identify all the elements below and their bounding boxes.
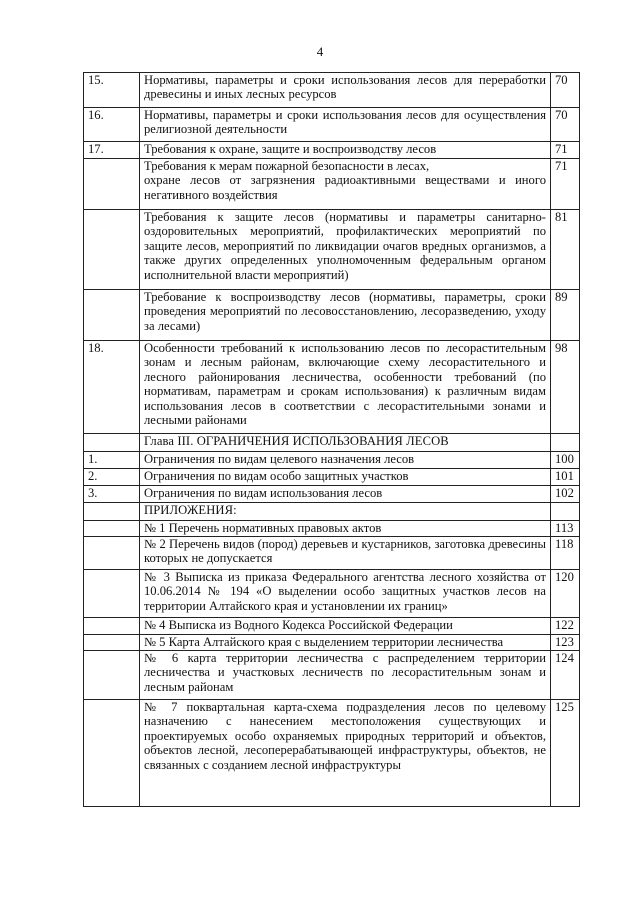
toc-row-number: 18. [84, 341, 140, 434]
toc-row-number: 15. [84, 73, 140, 108]
toc-row-page: 71 [551, 159, 580, 210]
toc-row-page: 123 [551, 635, 580, 651]
toc-row-title: Требование к воспроизводству лесов (нормативы, параметры, сроки проведения мероприятий по лесовосстановлению, лесоразведению, уходу за лесами) [140, 290, 551, 341]
toc-row [84, 651, 580, 700]
toc-row-number: 2. [84, 469, 140, 486]
toc-row [84, 700, 580, 807]
table-of-contents [83, 72, 580, 807]
toc-row [84, 635, 580, 651]
toc-row-number [84, 651, 140, 700]
toc-row-number [84, 503, 140, 521]
toc-row-number [84, 537, 140, 570]
toc-row [84, 73, 580, 108]
toc-row-page: 122 [551, 618, 580, 635]
toc-row-title: Требования к охране, защите и воспроизводству лесов [140, 142, 551, 159]
toc-row-page: 125 [551, 700, 580, 807]
toc-row [84, 618, 580, 635]
toc-row-title: Ограничения по видам особо защитных участков [140, 469, 551, 486]
toc-row [84, 210, 580, 290]
toc-row-title-line: Требования к мерам пожарной безопасности в лесах, [144, 159, 430, 173]
toc-row-page: 102 [551, 486, 580, 503]
toc-row [84, 142, 580, 159]
toc-row-page: 124 [551, 651, 580, 700]
toc-row-title: № 3 Выписка из приказа Федерального агентства лесного хозяйства от 10.06.2014 № 194 «О выделении особо защитных участков лесов на территории Алтайского края и установлении их границ» [140, 570, 551, 618]
toc-row-title: Нормативы, параметры и сроки использования лесов для осуществления религиозной деятельности [140, 108, 551, 142]
toc-row-title: № 5 Карта Алтайского края с выделением территории лесничества [140, 635, 551, 651]
toc-row [84, 537, 580, 570]
toc-row-title: № 4 Выписка из Водного Кодекса Российской Федерации [140, 618, 551, 635]
toc-row-page: 118 [551, 537, 580, 570]
toc-row [84, 469, 580, 486]
toc-row-page [551, 503, 580, 521]
toc-row-title: № 2 Перечень видов (пород) деревьев и кустарников, заготовка древесины которых не допускается [140, 537, 551, 570]
toc-row-page: 81 [551, 210, 580, 290]
toc-section-title: ПРИЛОЖЕНИЯ: [140, 503, 551, 521]
toc-row-number [84, 290, 140, 341]
toc-row-title [140, 159, 551, 210]
toc-row-page: 113 [551, 521, 580, 537]
toc-row-page: 100 [551, 452, 580, 469]
toc-row-number: 3. [84, 486, 140, 503]
toc-row-title: № 1 Перечень нормативных правовых актов [140, 521, 551, 537]
toc-row-page: 70 [551, 73, 580, 108]
toc-row-number [84, 570, 140, 618]
toc-row-title: № 7 поквартальная карта-схема подразделения лесов по целевому назначению с нанесением местоположения существующих и проектируемых особо охраняемых природных территорий и объектов, объектов лесной, лесоперерабатывающей инфраструктуры, объектов, не связанных с созданием лесной инфраструктуры [140, 700, 551, 807]
toc-row-title: Особенности требований к использованию лесов по лесорастительным зонам и лесным районам, включающие схему лесорастительного и лесного районирования лесничества, особенности требований (по нормативам, параметрам и срокам использования) к различным видам использования лесов в соответствии с лесорастительными зонами и лесными районами [140, 341, 551, 434]
toc-row-page: 101 [551, 469, 580, 486]
toc-row-page: 71 [551, 142, 580, 159]
toc-row-page [551, 434, 580, 452]
toc-section-title: Глава III. ОГРАНИЧЕНИЯ ИСПОЛЬЗОВАНИЯ ЛЕСОВ [140, 434, 551, 452]
toc-row-number [84, 700, 140, 807]
toc-row [84, 486, 580, 503]
toc-row-number [84, 434, 140, 452]
toc-row [84, 341, 580, 434]
toc-section-row [84, 503, 580, 521]
toc-row [84, 159, 580, 210]
toc-row-page: 70 [551, 108, 580, 142]
toc-row-title: № 6 карта территории лесничества с распределением территории лесничества и участковых лесничеств по лесорастительным зонам и лесным районам [140, 651, 551, 700]
toc-row-page: 120 [551, 570, 580, 618]
toc-row-number: 1. [84, 452, 140, 469]
toc-row-number [84, 210, 140, 290]
toc-row-title-continuation: охране лесов от загрязнения радиоактивными веществами и иного негативного воздействия [144, 173, 546, 202]
toc-row-number [84, 521, 140, 537]
toc-row-title: Требования к защите лесов (нормативы и параметры санитарно-оздоровительных мероприятий, профилактических мероприятий по защите лесов, мероприятий по ликвидации очагов вредных организмов, а также других определенных уполномоченным федеральным органом исполнительной власти мероприятий) [140, 210, 551, 290]
toc-row-number: 17. [84, 142, 140, 159]
toc-row-number [84, 618, 140, 635]
toc-row-number: 16. [84, 108, 140, 142]
toc-row [84, 452, 580, 469]
toc-row [84, 570, 580, 618]
toc-row [84, 290, 580, 341]
page-number: 4 [316, 44, 324, 59]
toc-section-row [84, 434, 580, 452]
toc-row-page: 89 [551, 290, 580, 341]
toc-row [84, 108, 580, 142]
toc-row-number [84, 635, 140, 651]
toc-row-page: 98 [551, 341, 580, 434]
toc-row-title: Нормативы, параметры и сроки использования лесов для переработки древесины и иных лесных ресурсов [140, 73, 551, 108]
toc-row-number [84, 159, 140, 210]
toc-row [84, 521, 580, 537]
toc-row-title: Ограничения по видам использования лесов [140, 486, 551, 503]
toc-row-title: Ограничения по видам целевого назначения лесов [140, 452, 551, 469]
